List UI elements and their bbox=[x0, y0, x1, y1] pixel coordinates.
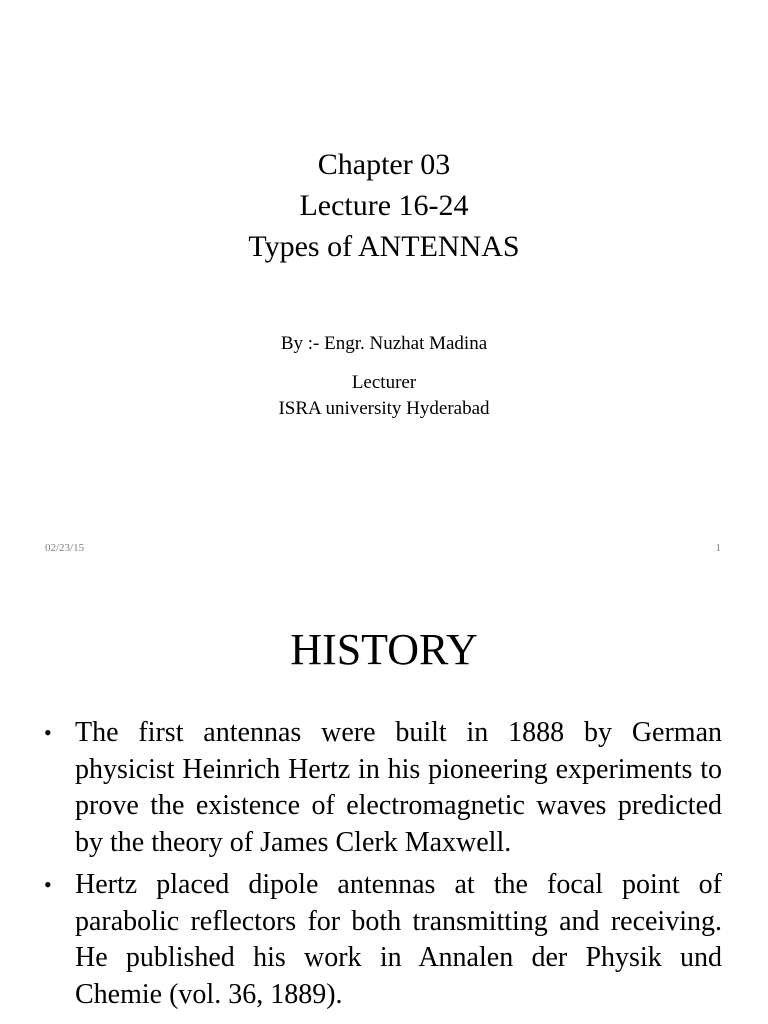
footer-date: 02/23/15 bbox=[45, 542, 85, 554]
author-byline: By :- Engr. Nuzhat Madina bbox=[280, 333, 488, 354]
list-item bbox=[44, 867, 722, 1013]
author-info bbox=[0, 331, 768, 422]
history-title: HISTORY bbox=[290, 625, 478, 674]
history-bullet-list bbox=[44, 715, 722, 1019]
bullet-text: Hertz placed dipole antennas at the focal point of parabolic reflectors for both transmitting and receiving. He published his work in Annalen der Physik und Chemie (vol. 36, 1889). bbox=[75, 869, 722, 1010]
slide-title bbox=[0, 144, 768, 267]
chapter-heading: Chapter 03 bbox=[317, 148, 451, 181]
list-item bbox=[44, 715, 722, 861]
bullet-text: The first antennas were built in 1888 by German physicist Heinrich Hertz in his pioneering experiments to prove the existence of electromagnetic waves predicted by the theory of James Clerk Maxwell. bbox=[75, 717, 722, 858]
topic-heading: Types of ANTENNAS bbox=[248, 230, 520, 263]
bullet-icon: • bbox=[44, 872, 52, 897]
lecture-heading: Lecture 16-24 bbox=[299, 189, 469, 222]
author-role: Lecturer bbox=[351, 372, 417, 393]
bullet-icon: • bbox=[44, 720, 52, 745]
author-institution: ISRA university Hyderabad bbox=[278, 398, 490, 419]
page-number: 1 bbox=[715, 542, 721, 554]
